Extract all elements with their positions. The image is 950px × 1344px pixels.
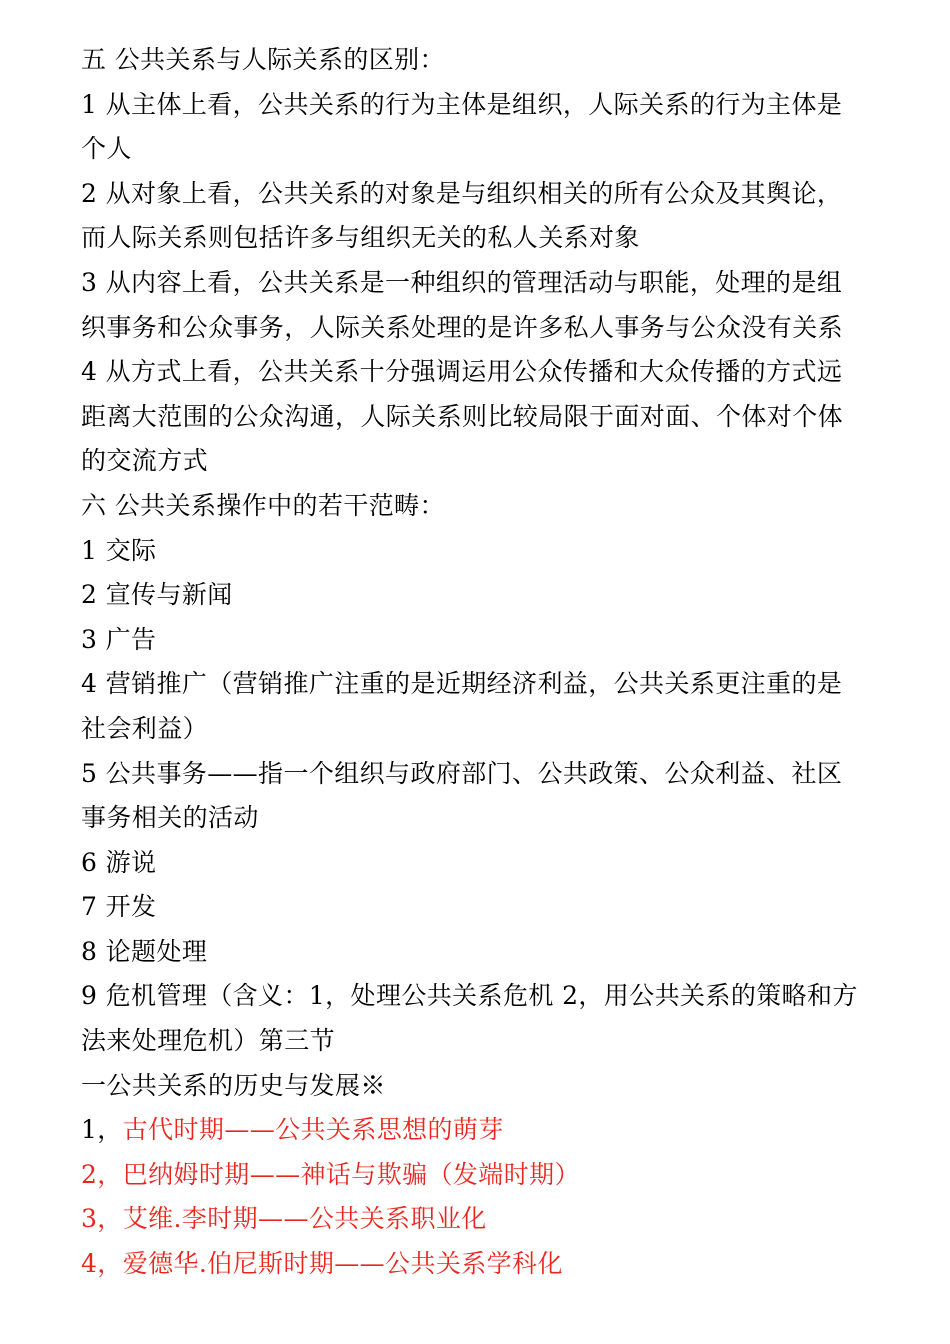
list-item: 7 开发 [81,892,157,922]
history-item-number: 1， [81,1115,123,1145]
history-item-text: 古代时期——公共关系思想的萌芽 [122,1115,504,1145]
history-item: 4，爱德华.伯尼斯时期——公共关系学科化 [81,1249,563,1279]
list-item: 4 营销推广（营销推广注重的是近期经济利益，公共关系更注重的是 [81,669,843,699]
text-line: 距离大范围的公众沟通，人际关系则比较局限于面对面、个体对个体 [81,401,844,431]
text-line: 3 从内容上看，公共关系是一种组织的管理活动与职能，处理的是组 [81,267,843,297]
list-item: 1 交际 [81,535,157,565]
text-line: 2 从对象上看，公共关系的对象是与组织相关的所有公众及其舆论， [81,178,843,208]
document-body [81,38,871,1287]
text-line: 4 从方式上看，公共关系十分强调运用公众传播和大众传播的方式远 [81,357,843,387]
list-item: 8 论题处理 [81,936,208,966]
list-item: 2 宣传与新闻 [81,580,233,610]
section-heading: 六 公共关系操作中的若干范畴： [81,490,445,520]
list-item: 6 游说 [81,847,157,877]
list-item: 社会利益） [81,713,209,743]
history-item: 2，巴纳姆时期——神话与欺骗（发端时期） [81,1159,580,1189]
list-item: 法来处理危机）第三节 [81,1026,336,1056]
section-heading: 一公共关系的历史与发展※ [81,1070,386,1100]
text-line: 而人际关系则包括许多与组织无关的私人关系对象 [81,223,640,253]
list-item: 5 公共事务——指一个组织与政府部门、公共政策、公众利益、社区 [81,758,843,788]
text-line: 织事务和公众事务，人际关系处理的是许多私人事务与公众没有关系 [81,312,844,342]
list-item: 事务相关的活动 [81,803,259,833]
section-heading: 五 公共关系与人际关系的区别： [81,45,445,74]
history-item: 3，艾维.李时期——公共关系职业化 [81,1204,487,1234]
text-line: 的交流方式 [81,446,209,476]
text-line: 1 从主体上看，公共关系的行为主体是组织，人际关系的行为主体是 [81,89,843,119]
list-item: 9 危机管理（含义：1，处理公共关系危机 2，用公共关系的策略和方 [81,981,858,1011]
list-item: 3 广告 [81,624,157,654]
history-item [81,1108,871,1153]
text-line: 个人 [81,134,132,164]
